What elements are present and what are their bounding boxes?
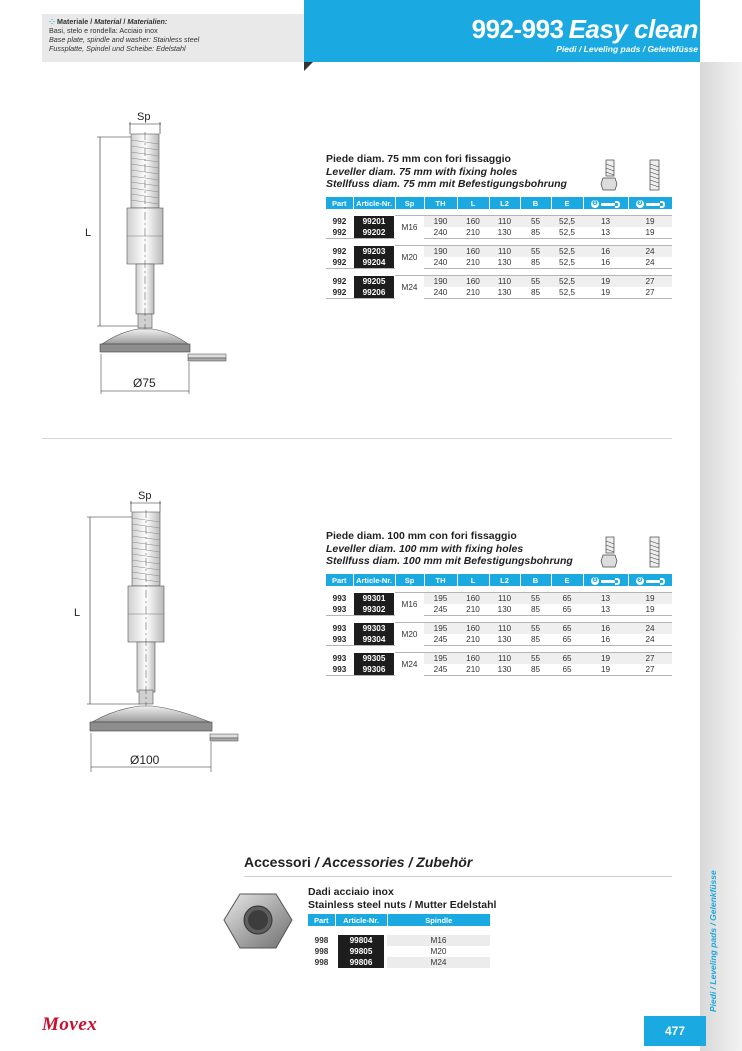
hex-screw-icon-2: [600, 535, 618, 573]
table-row: 992 99204 240 210 130 85 52,5 16 24: [326, 257, 672, 269]
col-l2: L2: [489, 574, 520, 586]
acc-col-article: Article-Nr.: [335, 914, 387, 926]
product-table-2: [326, 574, 672, 676]
accessories-header: [308, 914, 490, 926]
table-row: 998 99805 M20: [314, 947, 447, 956]
col-sp: Sp: [395, 197, 424, 209]
wrench-1-icon: ❶: [591, 577, 620, 585]
table-2-title-en: Leveller diam. 100 mm with fixing holes: [326, 542, 524, 555]
title-code: 992-993: [471, 14, 564, 44]
article-badge: 99305: [354, 653, 394, 664]
article-badge: 99303: [354, 623, 394, 634]
sp-value: M16: [395, 593, 424, 616]
table-row: 993 99304 245 210 130 85 65 16 24: [326, 634, 672, 646]
accessories-divider: [244, 876, 672, 877]
table-1-header: [326, 197, 672, 209]
accessory-item-title: [308, 886, 496, 911]
table-row: 998 99806 M24: [308, 957, 490, 968]
sp-value: M20: [395, 246, 424, 269]
table-row: 992 99201 M16 190 160 110 55 52,5 13 19: [326, 216, 672, 228]
page-title: [472, 14, 698, 45]
article-badge: 99201: [354, 216, 394, 227]
col-e: E: [551, 197, 583, 209]
hex-nut-image: [222, 890, 294, 952]
col-part: Part: [326, 197, 353, 209]
sp-label-75: Sp: [137, 111, 151, 123]
article-badge: 99306: [354, 664, 394, 675]
col-b: B: [520, 197, 551, 209]
accessory-title-en-de: Stainless steel nuts / Mutter Edelstahl: [308, 898, 497, 911]
material-line-de: Fussplatte, Spindel und Scheibe: Edelstahl: [49, 44, 186, 53]
material-line-en: Base plate, spindle and washer: Stainless steel: [49, 35, 200, 44]
accessories-title-en: Accessories: [322, 854, 405, 870]
col-sp: Sp: [395, 574, 424, 586]
wrench-2-icon: ❷: [636, 577, 665, 585]
table-1-title-en: Leveller diam. 75 mm with fixing holes: [326, 165, 518, 178]
article-badge: 99204: [354, 257, 394, 268]
wrench-2-icon: ❷: [636, 200, 665, 208]
leveller-drawing-100: [60, 484, 260, 774]
col-e: E: [551, 574, 583, 586]
col-l: L: [457, 574, 489, 586]
diameter-label-100: Ø100: [130, 753, 160, 767]
table-row: 993 99305 M24 195 160 110 55 65 19 27: [326, 653, 672, 665]
accessory-title-it: Dadi acciaio inox: [308, 886, 394, 898]
article-badge: 99205: [354, 276, 394, 287]
title-name: Easy clean: [568, 14, 698, 44]
table-row: 993 99303 M20 195 160 110 55 65 16 24: [326, 623, 672, 635]
article-badge: 99805: [338, 946, 384, 957]
table-1-title: [326, 153, 567, 191]
article-badge: 99804: [338, 935, 384, 946]
col-wrench-1: [583, 574, 628, 586]
l-label-100: L: [74, 607, 81, 619]
material-line-it: Basi, stelo e rondella: Acciaio inox: [49, 26, 158, 35]
section-divider: [42, 438, 672, 439]
table-2-title-it: Piede diam. 100 mm con fori fissaggio: [326, 530, 517, 542]
threaded-stud-icon-1: [645, 158, 663, 196]
table-row: 992 99205 M24 190 160 110 55 52,5 19 27: [326, 276, 672, 288]
brand-logo: Movex: [42, 1014, 98, 1035]
material-title-it: Materiale: [57, 17, 89, 26]
table-2-title: [326, 530, 573, 568]
material-title: ⁘ Materiale / Material / Materialien:: [49, 17, 168, 26]
table-row: 993 99306 245 210 130 85 65 19 27: [326, 664, 672, 676]
col-wrench-2: [628, 574, 672, 586]
acc-col-part: Part: [308, 914, 335, 926]
sp-value: M16: [395, 216, 424, 239]
table-row: 992 99206 240 210 130 85 52,5 19 27: [326, 287, 672, 299]
side-label: Piedi / Leveling pads / Gelenkfüsse: [708, 870, 718, 1012]
accessories-table: [308, 914, 490, 968]
col-article: Article-Nr.: [353, 197, 395, 209]
product-table-1: [326, 197, 672, 299]
col-wrench-2: [628, 197, 672, 209]
page-subtitle: Piedi / Leveling pads / Gelenkfüsse: [556, 44, 698, 54]
accessories-title: Accessori / Accessories / Zubehör: [244, 854, 473, 870]
sp-label-100: Sp: [138, 490, 152, 502]
page-number: 477: [644, 1016, 706, 1046]
material-icon: ⁘: [49, 17, 56, 26]
col-wrench-1: [583, 197, 628, 209]
table-2-title-de: Stellfuss diam. 100 mm mit Befestigungsbohrung: [326, 555, 573, 567]
col-part: Part: [326, 574, 353, 586]
accessories-title-de: Zubehör: [416, 854, 473, 870]
article-badge: 99301: [354, 593, 394, 604]
col-b: B: [520, 574, 551, 586]
col-l: L: [457, 197, 489, 209]
table-row: 998 99804 M16: [308, 935, 490, 946]
acc-col-spindle: Spindle: [387, 914, 490, 926]
table-row: 992 99203 M20 190 160 110 55 52,5 16 24: [326, 246, 672, 258]
header-corner-left: [304, 62, 313, 71]
hex-screw-icon-1: [600, 158, 618, 196]
sp-value: M24: [395, 653, 424, 676]
article-badge: 99203: [354, 246, 394, 257]
article-badge: 99202: [354, 227, 394, 238]
article-badge: 99302: [354, 604, 394, 615]
material-title-en: Material: [94, 17, 122, 26]
leveller-drawing-75: [80, 104, 240, 394]
col-l2: L2: [489, 197, 520, 209]
sp-value: M20: [395, 623, 424, 646]
col-th: TH: [424, 197, 457, 209]
article-badge: 99806: [338, 957, 384, 968]
wrench-1-icon: ❶: [591, 200, 620, 208]
accessories-title-it: Accessori: [244, 854, 311, 870]
sp-value: M24: [395, 276, 424, 299]
article-badge: 99206: [354, 287, 394, 298]
col-th: TH: [424, 574, 457, 586]
table-row: 992 99202 240 210 130 85 52,5 13 19: [326, 227, 672, 239]
threaded-stud-icon-2: [645, 535, 663, 573]
side-band: [700, 62, 742, 1051]
table-row: 993 99301 M16 195 160 110 55 65 13 19: [326, 593, 672, 605]
table-1-title-de: Stellfuss diam. 75 mm mit Befestigungsbohrung: [326, 178, 567, 190]
material-box: [42, 14, 304, 62]
article-badge: 99304: [354, 634, 394, 645]
material-title-de: Materialien:: [127, 17, 168, 26]
diameter-label-75: Ø75: [133, 376, 156, 390]
l-label-75: L: [85, 227, 92, 239]
col-article: Article-Nr.: [353, 574, 395, 586]
table-1-title-it: Piede diam. 75 mm con fori fissaggio: [326, 153, 511, 165]
table-2-header: [326, 574, 672, 586]
table-row: 993 99302 245 210 130 85 65 13 19: [326, 604, 672, 616]
